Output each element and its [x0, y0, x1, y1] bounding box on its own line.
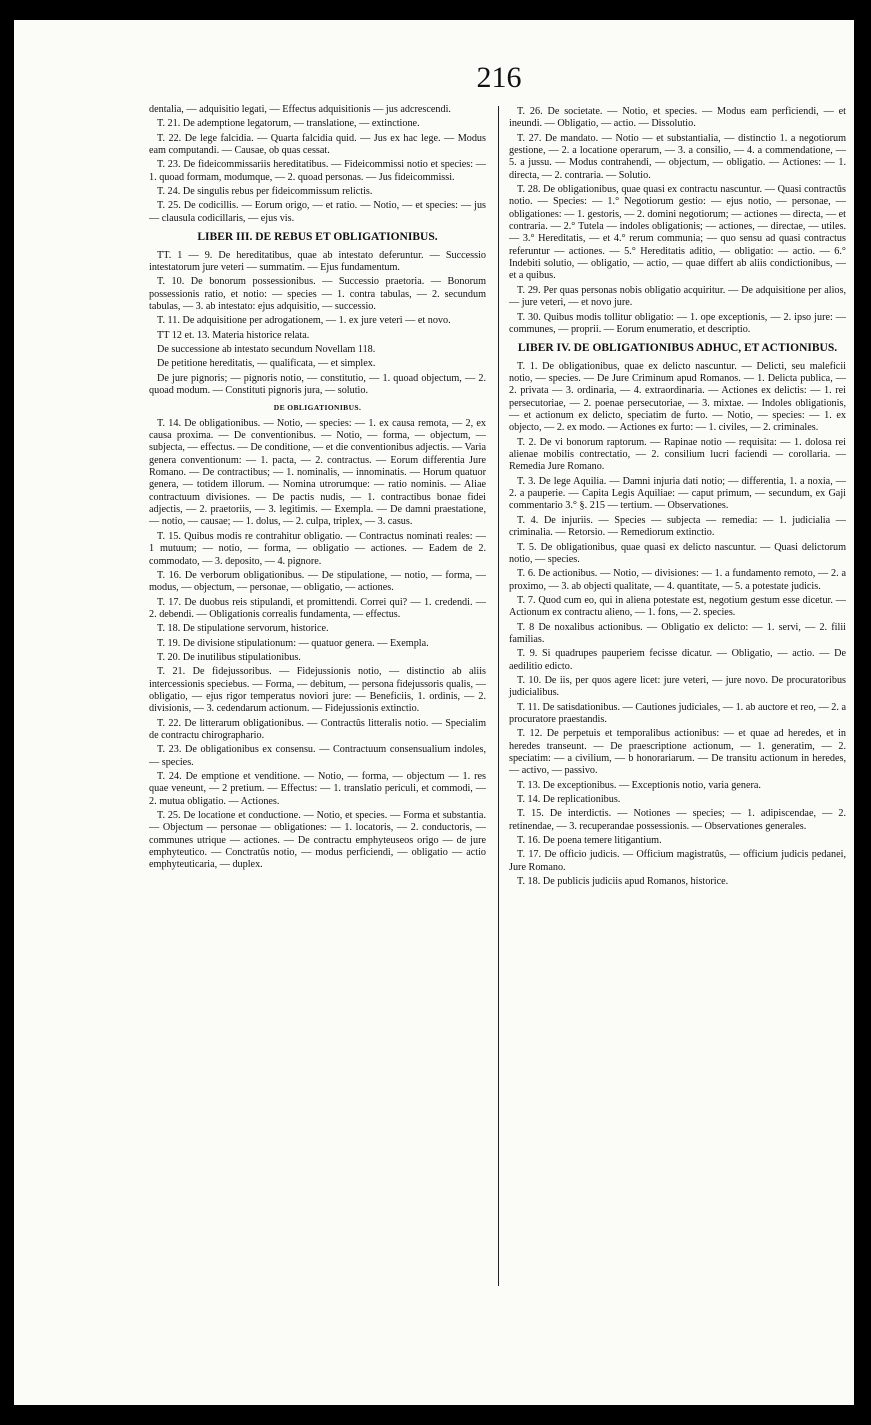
left-column — [149, 104, 486, 872]
title-entry: T. 16. De poena temere litigantium. — [517, 835, 662, 847]
title-entry: T. 30. Quibus modis tollitur obligatio: — 1. ope exceptionis, — 2. ipso jure: — communes, — proprii. — Eorum enumeratio, et descriptio. — [509, 311, 846, 335]
section-heading: DE OBLIGATIONIBUS. — [273, 403, 362, 413]
title-entry: T. 20. De inutilibus stipulationibus. — [157, 651, 301, 663]
title-entry: T. 22. De lege falcidia. — Quarta falcidia quid. — Jus ex hac lege. — Modus eam computandi. — Causae, ob quas cessat. — [149, 132, 486, 157]
title-entry: T. 16. De verborum obligationibus. — De stipulatione, — notio, — forma, — modus, — objectum, — personae, — obligatio, — actiones. — [149, 569, 486, 594]
book-page — [14, 20, 854, 1405]
title-entry: T. 7. Quod cum eo, qui in aliena potestate est, negotium gestum esse dicetur. — Actionum ex contractu alieno, — 1. fons, — 2. species. — [509, 594, 846, 619]
column-divider — [498, 106, 499, 1286]
title-entry: T. 9. Si quadrupes pauperiem fecisse dicatur. — Obligatio, — actio. — De aedilitio edicto. — [509, 648, 846, 672]
title-entry: T. 12. De perpetuis et temporalibus actionibus: — et quae ad heredes, et in heredes transeunt. — De praescriptione actionum, — 1. generatim, — 2. speciatim: — a civilium, — b honorariarum. — De transitu actionum in heredes, — activo, — passivo. — [509, 728, 846, 777]
title-entry: T. 8 De noxalibus actionibus. — Obligatio ex delicto: — 1. servi, — 2. filii familias. — [509, 621, 846, 645]
title-entry: T. 21. De fidejussoribus. — Fidejussionis notio, — distinctio ab aliis intercessionis speciebus. — Forma, — debitum, — persona fidejussoris qualis, — obligatio, — ejus rigor temperatus noviori jure: — Beneficiis, 1. ordinis, — 2. divisionis, — 3. cedendarum actionum. — Fidejussionis extinctio. — [149, 666, 486, 715]
title-entry: dentalia, — adquisitio legati, — Effectus adquisitionis — jus adcrescendi. — [149, 104, 451, 115]
title-entry: T. 3. De lege Aquilia. — Damni injuria dati notio; — differentia, 1. a noxia, — 2. a pauperie. — Capita Legis Aquiliae: — caput primum, — secundum, ex Gaji commentario 3.° §. 215 — tertium. — Observationes. — [509, 475, 846, 512]
title-entry: T. 14. De replicationibus. — [517, 794, 621, 806]
title-entry: T. 25. De locatione et conductione. — Notio, et species. — Forma et substantia. — Objectum — personae — obligationes: — 1. locatoris, — 2. conductoris, — communes utrique — actiones. — De contractu emphyteuseos origo — de jure emphyteutico. — Conctratûs notio, — modus perficiendi, — obligatio — actio emphyteuticaria, — duplex. — [149, 810, 486, 871]
title-entry: De jure pignoris; — pignoris notio, — constitutio, — 1. quoad objectum, — 2. quoad modum. — Constituti pignoris jura, — solutio. — [149, 372, 486, 397]
title-entry: T. 6. De actionibus. — Notio, — divisiones: — 1. a fundamento remoto, — 2. a proximo, — 3. ab objecti qualitate, — 4. quantitate, — 5. a potestate judicis. — [509, 568, 846, 592]
title-entry: T. 17. De duobus reis stipulandi, et promittendi. Correi qui? — 1. credendi. — 2. debendi. — Obligationis correalis fundamenta, — effectus. — [149, 596, 486, 620]
title-entry: T. 25. De codicillis. — Eorum origo, — et ratio. — Notio, — et species: — jus — clausula codicillaris, — ejus vis. — [149, 200, 486, 224]
title-entry: T. 5. De obligationibus, quae quasi ex delicto nascuntur. — Quasi delictorum notio, — species. — [509, 541, 846, 565]
title-entry: T. 21. De ademptione legatorum, — translatione, — extinctione. — [157, 118, 420, 130]
title-entry: T. 15. De interdictis. — Notiones — species; — 1. adipiscendae, — 2. retinendae, — 3. recuperandae possessionis. — Observationes generales. — [509, 808, 846, 832]
book-heading: LIBER IV. DE OBLIGATIONIBUS ADHUC, ET ACTIONIBUS. — [517, 342, 838, 355]
page-number: 216 — [476, 61, 522, 94]
title-entry: TT. 1 — 9. De hereditatibus, quae ab intestato deferuntur. — Successio intestatorum jure veteri — summatim. — Ejus fundamentum. — [149, 249, 486, 273]
title-entry: T. 11. De satisdationibus. — Cautiones judiciales, — 1. ab auctore et reo, — 2. a procuratore praestandis. — [509, 701, 846, 725]
title-entry: T. 19. De divisione stipulationum: — quatuor genera. — Exempla. — [157, 637, 429, 649]
title-entry: T. 24. De singulis rebus per fideicommissum relictis. — [157, 186, 373, 198]
title-entry: T. 10. De bonorum possessionibus. — Successio praetoria. — Bonorum possessionis ratio, et notio: — species — 1. contra tabulas, — 2. secundum tabulas, — 3. ab intestato: ejus adquisitio, — successio. — [149, 276, 486, 312]
title-entry: T. 13. De exceptionibus. — Exceptionis notio, varia genera. — [517, 779, 761, 791]
title-entry: De successione ab intestato secundum Novellam 118. — [157, 344, 376, 355]
title-entry: T. 18. De stipulatione servorum, historice. — [157, 623, 329, 635]
title-entry: T. 23. De fideicommissariis hereditatibus. — Fideicommissi notio et species: — 1. quoad formam, modumque, — 2. quoad personas. — Jus fideicommissi. — [149, 159, 486, 183]
title-entry: T. 14. De obligationibus. — Notio, — species: — 1. ex causa remota, — 2, ex causa proxima. — De conventionibus. — Notio, — forma, — objectum, — subjecta, — effectus. — De conditione, — et die conventionibus adjectis. — Varia genera conventionum: — 1. pacta, — 2. contractus. — Eorum differentia Jure Romano. — De contractibus; — 1. nominalis, — innominatis. — Horum quatuor genera, — totidem illorum. — Nomina utrorumque: — ratio nominis. — Aliae contractuum divisiones. — De pactis nudis, — 1. contractibus bonae fidei adjectis, — 2. praetoriis, — 3. legitimis. — Exempla. — De damni praestatione, — notio, — causae; — 1. dolus, — 2. culpa, triplex, — 3. casus. — [149, 417, 486, 528]
title-entry: T. 10. De iis, per quos agere licet: jure veteri, — jure novo. De procuratoribus judicialibus. — [509, 674, 846, 699]
title-entry: De petitione hereditatis, — qualificata, — et simplex. — [157, 358, 376, 370]
title-entry: T. 27. De mandato. — Notio — et substantialia, — distinctio 1. a negotiorum gestione, — 2. a locatione operarum, — 3. a consilio, — 4. a commendatione, — 5. a jussu. — Modus contrahendi, — objectum, — obligatio. — Actiones: — 1. directa, — 2. contraria. — Solutio. — [509, 132, 846, 181]
title-entry: TT 12 et. 13. Materia historice relata. — [157, 329, 310, 341]
title-entry: T. 11. De adquisitione per adrogationem, — 1. ex jure veteri — et novo. — [157, 315, 451, 327]
title-entry: T. 2. De vi bonorum raptorum. — Rapinae notio — requisita: — 1. dolosa rei alienae mobilis contrectatio, — 2. consilium lucri faciendi — corollaria. — Remedia Jure Romano. — [509, 436, 846, 473]
book-heading: LIBER III. DE REBUS ET OBLIGATIONIBUS. — [197, 231, 438, 244]
title-entry: T. 4. De injuriis. — Species — subjecta — remedia: — 1. judicialia — criminalia. — Retorsio. — Remediorum extinctio. — [509, 514, 846, 539]
title-entry: T. 24. De emptione et venditione. — Notio, — forma, — objectum — 1. res quae veneunt, — 2 pretium. — Effectus: — 1. translatio periculi, et commodi, — 2. mutua obligatio. — Actiones. — [149, 771, 486, 807]
right-column — [509, 104, 846, 888]
title-entry: T. 15. Quibus modis re contrahitur obligatio. — Contractus nominati reales: — 1 mutuum; — notio, — forma, — obligatio — actiones. — Eadem de 2. commodato, — 3. deposito, — 4. pignore. — [149, 530, 486, 567]
title-entry: T. 1. De obligationibus, quae ex delicto nascuntur. — Delicti, seu maleficii notio, — species. — De Jure Criminum apud Romanos. — 1. Delicta publica, — 2. privata — 3. ordinaria, — 4. extraordinaria. — Actiones ex delictis: — 1. rei persecutoriae, — 2. poenae persecutoriae, — 3. mixtae. — Indoles obligationis, — et actionum ex delicto, speciatim de furto. — Notio, — species: — 1. ex objecto, — 2. ex modo. — Actiones ex furto: — 1. civiles, — 2. criminales. — [509, 360, 846, 434]
title-entry: T. 29. Per quas personas nobis obligatio acquiritur. — De adquisitione per alios, — jure veteri, — et novo jure. — [509, 284, 846, 309]
title-entry: T. 26. De societate. — Notio, et species. — Modus eam perficiendi, — et ineundi. — Obligatio, — actio. — Dissolutio. — [509, 106, 846, 130]
title-entry: T. 22. De litterarum obligationibus. — Contractûs litteralis notio. — Specialim de contractu chirographario. — [149, 717, 486, 741]
title-entry: T. 28. De obligationibus, quae quasi ex contractu nascuntur. — Quasi contractûs notio. — Species: — 1.° Negotiorum gestio: — ejus notio, — personae, — obligationes: — 1. gestoris, — 2. domini negotiorum; — actiones — directa, — et contraria. — 2.° Tutela — indoles obligationis; — actiones, — directae, — utiles. — 3.° Hereditatis, — et 4.° rerum communia; — quo sensu ad quasi contractus referuntur — actiones. — 5.° Hereditatis aditio, — obligatio: — actio. — 6.° Indebiti solutio, — obligatio, — actio, — quae differt ab aliis condictionibus, — et a quibus. — [509, 184, 846, 282]
title-entry: T. 18. De publicis judiciis apud Romanos, historice. — [517, 876, 729, 888]
title-entry: T. 17. De officio judicis. — Officium magistratûs, — officium judicis pedanei, Jure Romano. — [509, 849, 846, 873]
title-entry: T. 23. De obligationibus ex consensu. — Contractuum consensualium indoles, — species. — [149, 744, 486, 768]
